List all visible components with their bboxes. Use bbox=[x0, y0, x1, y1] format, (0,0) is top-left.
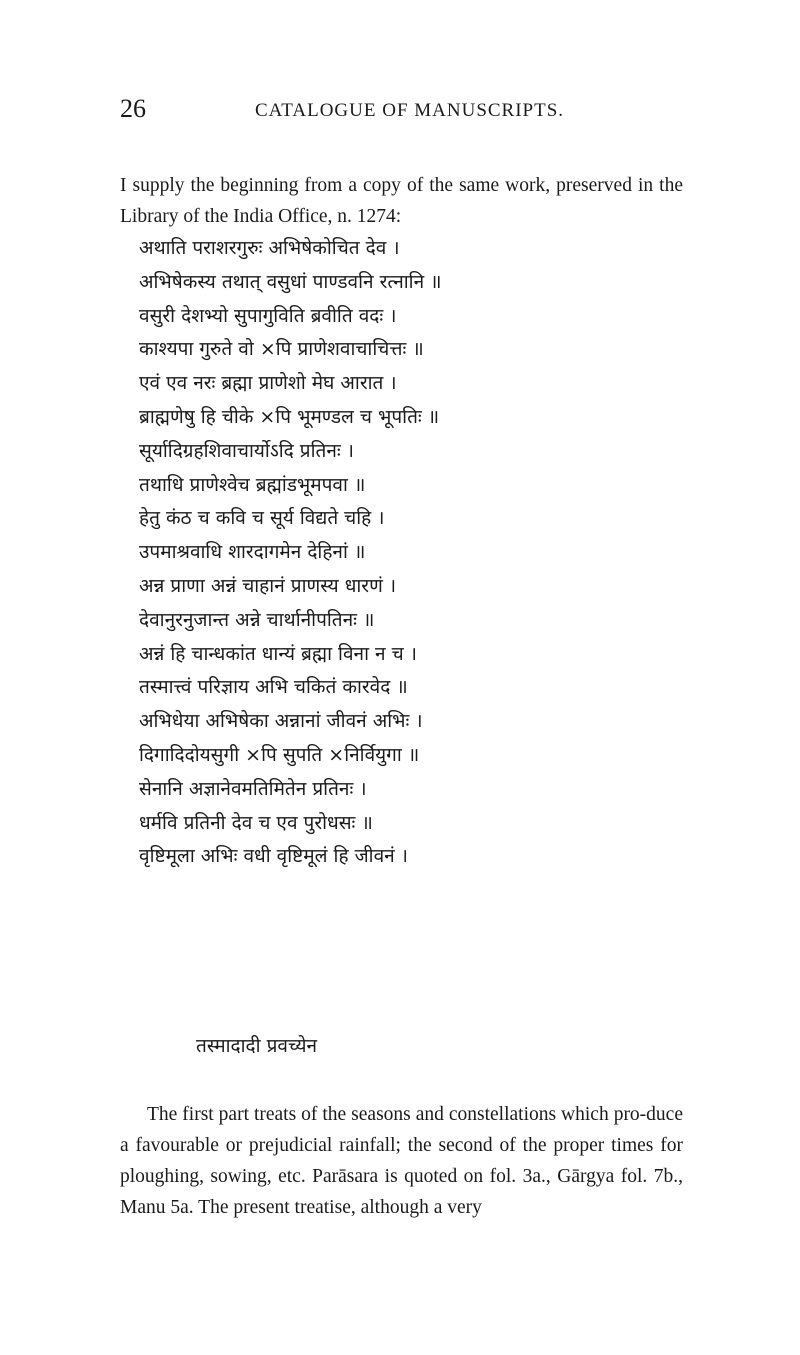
verse-line: धर्मवि प्रतिनी देव च एव पुरोधसः ॥ bbox=[139, 811, 373, 834]
verse-line: ब्राह्मणेषु हि चीके ×पि भूमण्डल च भूपतिः ॥ bbox=[139, 405, 440, 428]
verse-line: दिगादिदोयसुगी ×पि सुपति ×निर्वियुगा ॥ bbox=[139, 743, 420, 766]
verse-line: अन्नं हि चान्धकांत धान्यं ब्रह्मा विना न च । bbox=[139, 642, 417, 665]
verse-line: तथाधि प्राणेश्वेच ब्रह्मांडभूमपवा ॥ bbox=[139, 473, 366, 496]
closing-verse-line: तस्मादादी प्रवच्येन bbox=[196, 1035, 318, 1057]
verse-line: वृष्टिमूला अभिः वधी वृष्टिमूलं हि जीवनं । bbox=[139, 845, 408, 868]
description-paragraph: The first part treats of the seasons and constellations which pro-duce a favourable or prejudicial rainfall; the second of the proper times for ploughing, sowing, etc. Parāsara is quoted on fol. 3a., Gārgya fol. 7b., Manu 5a. The present treatise, although a very bbox=[120, 1104, 683, 1218]
verse-line: अन्न प्राणा अन्नं चाहानं प्राणस्य धारणं । bbox=[139, 574, 397, 597]
verse-line: अभिधेया अभिषेका अन्नानां जीवनं अभिः । bbox=[139, 710, 423, 733]
verse-line: देवानुरनुजान्त अन्ने चार्थानीपतिनः ॥ bbox=[139, 608, 375, 631]
sanskrit-verse-block bbox=[139, 232, 699, 874]
verse-line: एवं एव नरः ब्रह्मा प्राणेशो मेघ आरात । bbox=[139, 372, 397, 395]
verse-line: तस्मात्त्वं परिज्ञाय अभि चकितं कारवेद ॥ bbox=[139, 676, 408, 699]
verse-line: उपमाश्रवाधि शारदागमेन देहिनां ॥ bbox=[139, 541, 366, 564]
verse-line: सूर्यादिग्रहशिवाचार्योऽदि प्रतिनः । bbox=[139, 439, 354, 462]
verse-line: हेतु कंठ च कवि च सूर्य विद्यते चहि । bbox=[139, 507, 385, 530]
verse-line: सेनानि अज्ञानेवमतिमितेन प्रतिनः । bbox=[139, 777, 367, 800]
verse-line: वसुरी देशभ्यो सुपागुविति ब्रवीति वदः । bbox=[139, 304, 397, 327]
verse-line: अथाति पराशरगुरुः अभिषेकोचित देव । bbox=[139, 237, 400, 259]
intro-paragraph: I supply the beginning from a copy of the same work, preserved in the Library of the India Office, n. 1274: bbox=[120, 175, 683, 227]
verse-line: काश्यपा गुरुते वो ×पि प्राणेशवाचाचित्तः ॥ bbox=[139, 338, 424, 361]
running-head: CATALOGUE OF MANUSCRIPTS. bbox=[255, 100, 565, 121]
page-number: 26 bbox=[120, 94, 146, 123]
verse-line: अभिषेकस्य तथात् वसुधां पाण्डवनि रत्नानि ॥ bbox=[139, 270, 442, 293]
